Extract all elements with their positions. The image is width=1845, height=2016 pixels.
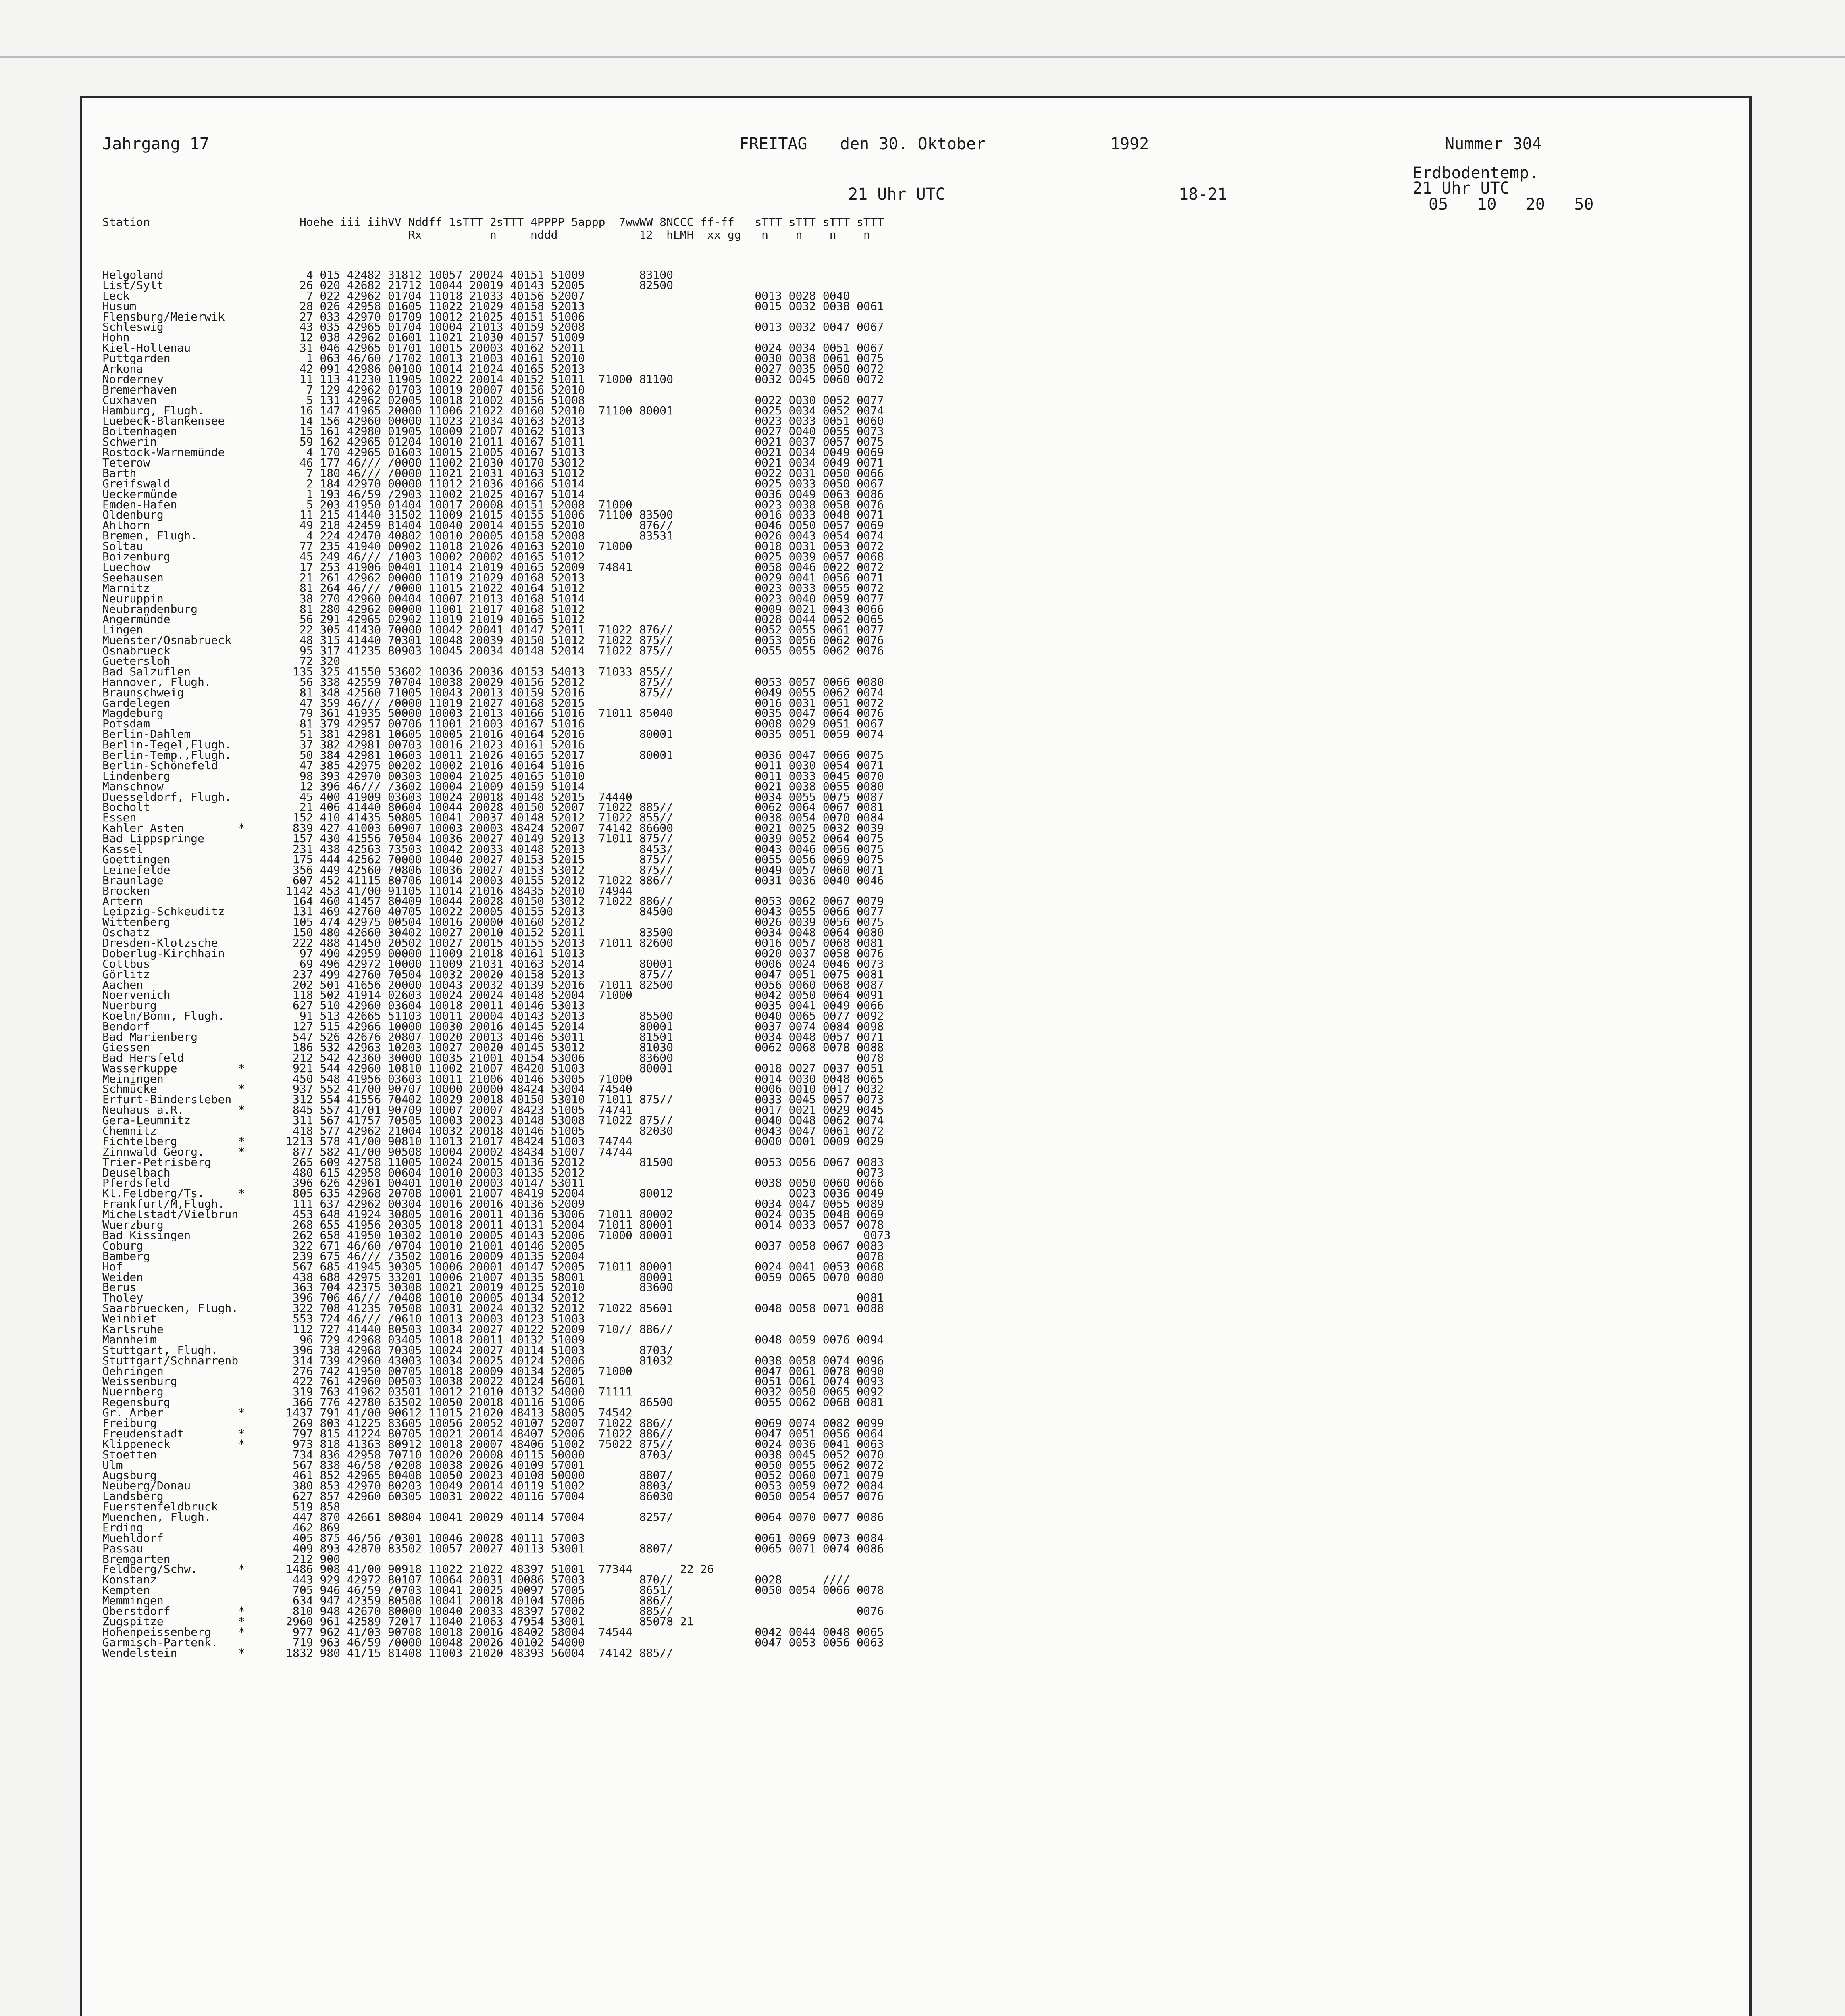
- station-row: Nuernberg 319 763 41962 03501 10012 21010 40132 54000 71111 0032 0050 0065 0092: [102, 1385, 884, 1399]
- station-row: Flensburg/Meierwik 27 033 42970 01709 10012 21025 40151 51006: [102, 310, 585, 323]
- station-row: Angermünde 56 291 42965 02902 11019 21019 40165 51012 0028 0044 0052 0065: [102, 612, 884, 626]
- station-row: Berlin-Temp.,Flugh. 50 384 42981 10603 10011 21026 40165 52017 80001 0036 0047 0066 0075: [102, 748, 884, 762]
- station-row: Klippeneck * 973 818 41363 80912 10018 20007 48406 51002 75022 875// 0024 0036 0041 0063: [102, 1437, 884, 1451]
- station-row: Garmisch-Partenk. 719 963 46/59 /0000 10048 20026 40102 54000 0047 0053 0056 0063: [102, 1635, 884, 1649]
- station-row: Lindenberg 98 393 42970 00303 10004 21025 40165 51010 0011 0033 0045 0070: [102, 769, 884, 783]
- station-row: Barth 7 180 46/// /0000 11021 21031 40163 51012 0022 0031 0050 0066: [102, 466, 884, 480]
- station-row: Oberstdorf * 810 948 42670 80000 10040 20033 48397 57002 885// 0076: [102, 1604, 884, 1618]
- station-row: Schleswig 43 035 42965 01704 10004 21013 40159 52008 0013 0032 0047 0067: [102, 320, 884, 334]
- station-row: Berlin-Tegel,Flugh. 37 382 42981 00703 10016 21023 40161 52016: [102, 738, 585, 752]
- station-row: Lingen 22 305 41430 70000 10042 20041 40147 52011 71022 876// 0052 0055 0061 0077: [102, 623, 884, 637]
- station-row: Neuhaus a.R. * 845 557 41/01 90709 10007 20007 48423 51005 74741 0017 0021 0029 0045: [102, 1103, 884, 1117]
- station-row: Wuerzburg 268 655 41956 20305 10018 20011 40131 52004 71011 80001 0014 0033 0057 0078: [102, 1218, 884, 1232]
- station-row: Gardelegen 47 359 46/// /0000 11019 21027 40168 52015 0016 0031 0051 0072: [102, 696, 884, 710]
- weekday-label: FREITAG: [739, 135, 807, 153]
- station-row: Gr. Arber * 1437 791 41/00 90612 11015 21020 48413 58005 74542: [102, 1406, 632, 1420]
- station-row: Görlitz 237 499 42760 70504 10032 20020 40158 52013 875// 0047 0051 0075 0081: [102, 967, 884, 981]
- station-row: Arkona 42 091 42986 00100 10014 21024 40165 52013 0027 0035 0050 0072: [102, 362, 884, 376]
- station-row: Norderney 11 113 41230 11905 10022 20014 40152 51011 71000 81100 0032 0045 0060 0072: [102, 372, 884, 386]
- period-label: 18-21: [1179, 185, 1227, 204]
- station-row: Schwerin 59 162 42965 01204 10010 21011 40167 51011 0021 0037 0057 0075: [102, 435, 884, 449]
- station-row: Artern 164 460 41457 80409 10044 20028 40150 53012 71022 886// 0053 0062 0067 0079: [102, 894, 884, 908]
- station-row: Leipzig-Schkeuditz 131 469 42760 40705 10022 20005 40155 52013 84500 0043 0055 0066 0077: [102, 905, 884, 918]
- station-row: Aachen 202 501 41656 20000 10043 20032 40139 52016 71011 82500 0056 0060 0068 0087: [102, 978, 884, 991]
- station-row: Weissenburg 422 761 42960 00503 10038 20022 40124 56001 0051 0061 0074 0093: [102, 1375, 884, 1388]
- station-row: Schmücke * 937 552 41/00 90707 10000 20000 48424 53004 74540 0006 0010 0017 0032: [102, 1082, 884, 1096]
- station-row: Husum 28 026 42958 01605 11022 21029 40158 52013 0015 0032 0038 0061: [102, 299, 884, 313]
- station-row: Kahler Asten * 839 427 41003 60907 10003 20003 48424 52007 74142 86600 0021 0025 0032 0039: [102, 821, 884, 835]
- station-row: Wittenberg 105 474 42975 00504 10016 20000 40160 52012 0026 0039 0056 0075: [102, 915, 884, 929]
- station-row: Hohn 12 038 42962 01601 11021 21030 40157 51009: [102, 331, 585, 344]
- station-row: Luechow 17 253 41906 00401 11014 21019 40165 52009 74841 0058 0046 0022 0072: [102, 560, 884, 574]
- station-row: Neuberg/Donau 380 853 42970 80203 10049 20014 40119 51002 8803/ 0053 0059 0072 0084: [102, 1479, 884, 1493]
- station-row: Dresden-Klotzsche 222 488 41450 20502 10027 20015 40155 52013 71011 82600 0016 0057 0068 0081: [102, 936, 884, 950]
- station-row: Wasserkuppe * 921 544 42960 10810 11002 21007 48420 51003 80001 0018 0027 0037 0051: [102, 1061, 884, 1075]
- column-header-line-2: Rx n nddd 12 hLMH xx gg n n n n: [102, 228, 870, 242]
- station-row: Leck 7 022 42962 01704 11018 21033 40156 52007 0013 0028 0040: [102, 289, 850, 302]
- station-row: Bamberg 239 675 46/// /3502 10016 20009 40135 52004 0078: [102, 1249, 884, 1263]
- station-row: Memmingen 634 947 42359 80508 10041 20018 40104 57006 886//: [102, 1594, 674, 1608]
- station-row: Berus 363 704 42375 30308 10021 20019 40125 52010 83600: [102, 1281, 674, 1294]
- station-row: Mannheim 96 729 42968 03405 10018 20011 40132 51009 0048 0059 0076 0094: [102, 1333, 884, 1346]
- station-row: Oldenburg 11 215 41440 31502 11009 21015 40155 51006 71100 83500 0016 0033 0048 0071: [102, 508, 884, 522]
- station-row: Wendelstein * 1832 980 41/15 81408 11003 21020 48393 56004 74142 885//: [102, 1646, 674, 1660]
- station-row: Teterow 46 177 46/// /0000 11002 21030 40170 53012 0021 0034 0049 0071: [102, 456, 884, 470]
- station-row: Landsberg 627 857 42960 60305 10031 20022 40116 57004 86030 0050 0054 0057 0076: [102, 1489, 884, 1503]
- station-row: Boizenburg 45 249 46/// /1003 10002 20002 40165 51012 0025 0039 0057 0068: [102, 550, 884, 564]
- station-row: Brocken 1142 453 41/00 91105 11014 21016 48435 52010 74944: [102, 884, 632, 898]
- station-row: Kassel 231 438 42563 73503 10042 20033 40148 52013 8453/ 0043 0046 0056 0075: [102, 842, 884, 856]
- station-row: Weiden 438 688 42975 33201 10006 21007 40135 58001 80001 0059 0065 0070 0080: [102, 1270, 884, 1284]
- station-row: Magdeburg 79 361 41935 50000 10003 21013 40166 51016 71011 85040 0035 0047 0064 0076: [102, 706, 884, 720]
- station-row: Marnitz 81 264 46/// /0000 11015 21022 40164 51012 0023 0033 0055 0072: [102, 581, 884, 595]
- station-row: Muenster/Osnabrueck 48 315 41440 70301 10048 20039 40150 51012 71022 875// 0053 0056 0062 0076: [102, 633, 884, 647]
- station-row: Kiel-Holtenau 31 046 42965 01701 10015 20003 40162 52011 0024 0034 0051 0067: [102, 341, 884, 355]
- station-row: Nuerburg 627 510 42960 03604 10018 20011 40146 53013 0035 0041 0049 0066: [102, 999, 884, 1012]
- station-row: Freiburg 269 803 41225 83605 10056 20052 40107 52007 71022 886// 0069 0074 0082 0099: [102, 1416, 884, 1430]
- station-row: Rostock-Warnemünde 4 170 42965 01603 10015 21005 40167 51013 0021 0034 0049 0069: [102, 446, 884, 459]
- station-row: Puttgarden 1 063 46/60 /1702 10013 21003 40161 52010 0030 0038 0061 0075: [102, 352, 884, 365]
- bulletin-page: [80, 96, 1752, 2016]
- station-row: Gera-Leumnitz 311 567 41757 70505 10003 20023 40148 53008 71022 875// 0040 0048 0062 0074: [102, 1114, 884, 1127]
- station-row: Cuxhaven 5 131 42962 02005 10018 21002 40156 51008 0022 0030 0052 0077: [102, 393, 884, 407]
- station-row: Ahlhorn 49 218 42459 81404 10040 20014 40155 52010 876// 0046 0050 0057 0069: [102, 519, 884, 532]
- station-row: Trier-Petrisberg 265 609 42758 11005 10024 20015 40136 52012 81500 0053 0056 0067 0083: [102, 1155, 884, 1169]
- station-row: Zinnwald Georg. * 877 582 41/00 90508 10004 20002 48434 51007 74744: [102, 1145, 632, 1158]
- station-row: Bocholt 21 406 41440 80604 10044 20028 40150 52007 71022 885// 0062 0064 0067 0081: [102, 800, 884, 814]
- station-row: Giessen 186 532 42963 10203 10027 20020 40145 53012 81030 0062 0068 0078 0088: [102, 1040, 884, 1054]
- station-row: Berlin-Schönefeld 47 385 42975 00202 10002 21016 40164 51016 0011 0030 0054 0071: [102, 758, 884, 772]
- station-row: Saarbruecken, Flugh. 322 708 41235 70508 10031 20024 40132 52012 71022 85601 0048 0058 0071 0088: [102, 1302, 884, 1315]
- station-row: Konstanz 443 929 42972 80107 10064 20031 40086 57003 870// 0028 ////: [102, 1573, 850, 1587]
- station-row: Bad Salzuflen 135 325 41550 53602 10036 20036 40153 54013 71033 855//: [102, 664, 674, 678]
- station-row: Manschnow 12 396 46/// /3602 10004 21009 40159 51014 0021 0038 0055 0080: [102, 779, 884, 793]
- station-row: Braunschweig 81 348 42560 71005 10043 20013 40159 52016 875// 0049 0055 0062 0074: [102, 685, 884, 699]
- issue-number: Nummer 304: [1445, 135, 1542, 153]
- station-row: Hof 567 685 41945 30305 10006 20001 40147 52005 71011 80001 0024 0041 0053 0068: [102, 1260, 884, 1273]
- obs-time-label: 21 Uhr UTC: [848, 185, 945, 204]
- station-row: Fichtelberg * 1213 578 41/00 90810 11013 21017 48424 51003 74744 0000 0001 0009 0029: [102, 1134, 884, 1148]
- station-row: Chemnitz 418 577 42962 21004 10032 20018 40146 51005 82030 0043 0047 0061 0072: [102, 1124, 884, 1138]
- station-row: Frankfurt/M,Flugh. 111 637 42962 00304 10016 20016 40136 52009 0034 0047 0055 0089: [102, 1197, 884, 1211]
- station-table: [102, 270, 890, 1658]
- station-row: Bremen, Flugh. 4 224 42470 40802 10010 20005 40158 52008 83531 0026 0043 0054 0074: [102, 529, 884, 543]
- station-row: Essen 152 410 41435 50805 10041 20037 40148 52012 71022 855// 0038 0054 0070 0084: [102, 811, 884, 825]
- date-label: den 30. Oktober: [840, 135, 986, 153]
- station-row: Duesseldorf, Flugh. 45 400 41909 03603 10024 20018 40148 52015 74440 0034 0055 0075 0087: [102, 790, 884, 804]
- station-row: Erding 462 869: [102, 1520, 341, 1534]
- station-row: Bremgarten 212 900: [102, 1552, 341, 1566]
- station-row: Goettingen 175 444 42562 70000 10040 20027 40153 52015 875// 0055 0056 0069 0075: [102, 852, 884, 866]
- station-row: Oschatz 150 480 42660 30402 10027 20010 40152 52011 83500 0034 0048 0064 0080: [102, 926, 884, 939]
- station-row: Bremerhaven 7 129 42962 01703 10019 20007 40156 52010: [102, 383, 585, 396]
- station-row: Freudenstadt * 797 815 41224 80705 10021 20014 48407 52006 71022 886// 0047 0051 0056 0064: [102, 1427, 884, 1440]
- station-row: Stuttgart, Flugh. 396 738 42968 70305 10024 20027 40114 51003 8703/: [102, 1343, 674, 1357]
- station-row: Noervenich 118 502 41914 02603 10024 20024 40148 52004 71000 0042 0050 0064 0091: [102, 988, 884, 1002]
- station-row: Osnabrueck 95 317 41235 80903 10045 20034 40148 52014 71022 875// 0055 0055 0062 0076: [102, 644, 884, 658]
- station-row: Braunlage 607 452 41115 80706 10014 20003 40155 52012 71022 886// 0031 0036 0040 0046: [102, 873, 884, 887]
- station-row: Doberlug-Kirchhain 97 490 42959 00000 11009 21018 40161 51013 0020 0037 0058 0076: [102, 946, 884, 960]
- station-row: List/Sylt 26 020 42682 21712 10044 20019 40143 52005 82500: [102, 278, 674, 292]
- station-row: Luebeck-Blankensee 14 156 42960 00000 11023 21034 40163 52013 0023 0033 0051 0060: [102, 414, 884, 428]
- station-row: Passau 409 893 42870 83502 10057 20027 40113 53001 8807/ 0065 0071 0074 0086: [102, 1541, 884, 1555]
- station-row: Regensburg 366 776 42780 63502 10050 20018 40116 51006 86500 0055 0062 0068 0081: [102, 1395, 884, 1409]
- station-row: Weinbiet 553 724 46/// /0610 10013 20003 40123 51003: [102, 1312, 585, 1326]
- station-row: Hannover, Flugh. 56 338 42559 70704 10038 20029 40156 52012 875// 0053 0057 0066 0080: [102, 675, 884, 689]
- station-row: Bad Marienberg 547 526 42676 20807 10020 20013 40146 53011 81501 0034 0048 0057 0071: [102, 1030, 884, 1044]
- station-row: Karlsruhe 112 727 41440 80503 10034 20027 40122 52009 710// 886//: [102, 1322, 674, 1336]
- station-row: Soltau 77 235 41940 00902 11018 21026 40163 52010 71000 0018 0031 0053 0072: [102, 539, 884, 553]
- station-row: Leinefelde 356 449 42560 70806 10036 20027 40153 53012 875// 0049 0057 0060 0071: [102, 863, 884, 877]
- station-row: Augsburg 461 852 42965 80408 10050 20023 40108 50000 8807/ 0052 0060 0071 0079: [102, 1468, 884, 1482]
- station-row: Muehldorf 405 875 46/56 /0301 10046 20028 40111 57003 0061 0069 0073 0084: [102, 1531, 884, 1545]
- station-row: Hamburg, Flugh. 16 147 41965 20000 11006 21022 40160 52010 71100 80001 0025 0034 0052 0074: [102, 404, 884, 417]
- station-row: Coburg 322 671 46/60 /0704 10010 21001 40146 52005 0037 0058 0067 0083: [102, 1239, 884, 1252]
- page-fold-line: [0, 56, 1845, 58]
- station-row: Neubrandenburg 81 280 42962 00000 11001 21017 40168 51012 0009 0021 0043 0066: [102, 602, 884, 616]
- station-row: Ulm 567 838 46/58 /0208 10038 20026 40109 57001 0050 0055 0062 0072: [102, 1458, 884, 1472]
- station-row: Michelstadt/Vielbrun 453 648 41924 30805 10016 20011 40136 53006 71011 80002 0024 0035 0048 0069: [102, 1208, 884, 1221]
- station-row: Bad Lippspringe 157 430 41556 70504 10036 20027 40149 52013 71011 875// 0039 0052 0064 0075: [102, 832, 884, 846]
- station-row: Guetersloh 72 320: [102, 654, 341, 668]
- station-row: Kempten 705 946 46/59 /0703 10041 20025 40097 57005 8651/ 0050 0054 0066 0078: [102, 1583, 884, 1597]
- station-row: Zugspitze * 2960 961 42589 72017 11040 21063 47954 53001 85078 21: [102, 1614, 694, 1628]
- station-row: Erfurt-Bindersleben 312 554 41556 70402 10029 20018 40150 53010 71011 875// 0033 0045 0057 0073: [102, 1093, 884, 1106]
- volume-label: Jahrgang 17: [102, 135, 209, 153]
- column-header-line-1: Station Hoehe iii iihVV Nddff 1sTTT 2sTTT 4PPPP 5appp 7wwWW 8NCCC ff-ff sTTT sTTT sTTT sTTT: [102, 215, 884, 229]
- station-row: Boltenhagen 15 161 42980 01905 10009 21007 40162 51013 0027 0040 0055 0073: [102, 425, 884, 438]
- station-row: Feldberg/Schw. * 1486 908 41/00 90918 11022 21022 48397 51001 77344 22 26: [102, 1562, 714, 1576]
- station-row: Bad Kissingen 262 658 41950 10302 10010 20005 40143 52006 71000 80001 0073: [102, 1228, 891, 1242]
- station-row: Oehringen 276 742 41950 00705 10018 20009 40134 52005 71000 0047 0061 0078 0090: [102, 1364, 884, 1378]
- station-row: Deuselbach 480 615 42958 00604 10010 20003 40135 52012 0073: [102, 1166, 884, 1179]
- station-row: Seehausen 21 261 42962 00000 11019 21029 40168 52013 0029 0041 0056 0071: [102, 571, 884, 584]
- station-row: Stuttgart/Schnarrenb 314 739 42960 43003 10034 20025 40124 52006 81032 0038 0058 0074 0096: [102, 1354, 884, 1367]
- soil-temp-heading: Erdbodentemp.: [1412, 164, 1539, 182]
- station-row: Muenchen, Flugh. 447 870 42661 80804 10041 20029 40114 57004 8257/ 0064 0070 0077 0086: [102, 1510, 884, 1524]
- station-row: Pferdsfeld 396 626 42961 00401 10010 20003 40147 53011 0038 0050 0060 0066: [102, 1176, 884, 1190]
- station-row: Fuerstenfeldbruck 519 858: [102, 1500, 341, 1514]
- station-row: Neuruppin 38 270 42960 00404 10007 21013 40168 51014 0023 0040 0059 0077: [102, 591, 884, 605]
- station-row: Bad Hersfeld 212 542 42360 30000 10035 21001 40154 53006 83600 0078: [102, 1051, 884, 1064]
- station-row: Hohenpeissenberg * 977 962 41/03 90708 10018 20016 48402 58004 74544 0042 0044 0048 0065: [102, 1625, 884, 1639]
- station-row: Emden-Hafen 5 203 41950 01404 10017 20008 40151 52008 71000 0023 0038 0058 0076: [102, 498, 884, 511]
- station-row: Bendorf 127 515 42966 10000 10030 20016 40145 52014 80001 0037 0074 0084 0098: [102, 1020, 884, 1033]
- station-row: Berlin-Dahlem 51 381 42981 10605 10005 21016 40164 52016 80001 0035 0051 0059 0074: [102, 727, 884, 741]
- station-row: Cottbus 69 496 42972 10000 11009 21031 40163 52014 80001 0006 0024 0046 0073: [102, 957, 884, 971]
- soil-temp-time: 21 Uhr UTC: [1412, 179, 1510, 198]
- station-row: Meiningen 450 548 41956 03603 10011 21006 40146 53005 71000 0014 0030 0048 0065: [102, 1072, 884, 1085]
- station-row: Koeln/Bonn, Flugh. 91 513 42665 51103 10011 20004 40143 52013 85500 0040 0065 0077 0092: [102, 1009, 884, 1023]
- station-row: Tholey 396 706 46/// /0408 10010 20005 40134 52012 0081: [102, 1291, 884, 1305]
- station-row: Helgoland 4 015 42482 31812 10057 20024 40151 51009 83100: [102, 268, 674, 281]
- year-label: 1992: [1110, 135, 1149, 153]
- station-row: Kl.Feldberg/Ts. * 805 635 42968 20708 10001 21007 48419 52004 80012 0023 0036 0049: [102, 1187, 884, 1200]
- station-row: Greifswald 2 184 42970 00000 11012 21036 40166 51014 0025 0033 0050 0067: [102, 477, 884, 490]
- station-row: Stoetten 734 836 42958 70710 10020 20008 40115 50000 8703/ 0038 0045 0052 0070: [102, 1447, 884, 1461]
- station-row: Potsdam 81 379 42957 00706 11001 21003 40167 51016 0008 0029 0051 0067: [102, 717, 884, 731]
- soil-depths: 05 10 20 50: [1429, 195, 1594, 214]
- station-row: Ueckermünde 1 193 46/59 /2903 11002 21025 40167 51014 0036 0049 0063 0086: [102, 487, 884, 501]
